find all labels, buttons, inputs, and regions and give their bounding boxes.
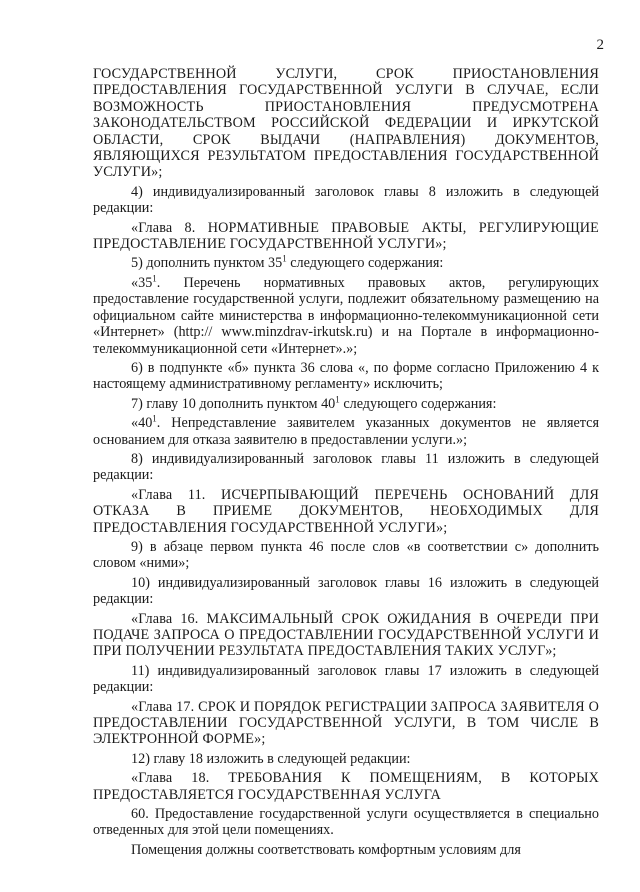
paragraph: 60. Предоставление государственной услуги осуществляется в специально отведенных для этой цели помещениях. <box>93 806 599 839</box>
paragraph-text: . Непредставление заявителем указанных документов не является основанием для отказа заявителю в предоставлении услуги.»; <box>93 415 599 448</box>
paragraph: 11) индивидуализированный заголовок главы 17 изложить в следующей редакции: <box>93 662 599 696</box>
paragraph-text: следующего содержания: <box>286 255 444 272</box>
superscript: 1 <box>152 273 157 284</box>
paragraph: «Глава 16. МАКСИМАЛЬНЫЙ СРОК ОЖИДАНИЯ В ОЧЕРЕДИ ПРИ ПОДАЧЕ ЗАПРОСА О ПРЕДОСТАВЛЕНИИ ГОСУДАРСТВЕННОЙ УСЛУГИ И ПРИ ПОЛУЧЕНИИ РЕЗУЛЬТАТА ПРЕДОСТАВЛЕНИЯ ТАКИХ УСЛУГ»; <box>93 610 599 660</box>
paragraph: 12) главу 18 изложить в следующей редакции: <box>131 750 411 767</box>
paragraph: «Глава 8. НОРМАТИВНЫЕ ПРАВОВЫЕ АКТЫ, РЕГУЛИРУЮЩИЕ ПРЕДОСТАВЛЕНИЕ ГОСУДАРСТВЕННОЙ УСЛУГИ»; <box>93 219 599 253</box>
paragraph-text: 7) главу 10 дополнить пунктом 40 <box>131 395 336 412</box>
page-number: 2 <box>596 37 604 53</box>
paragraph-text: «35 <box>131 274 153 291</box>
paragraph <box>93 393 599 412</box>
paragraph <box>93 275 599 357</box>
paragraph-text: . Перечень нормативных правовых актов, регулирующих предоставление государственной услуги, подлежит обязательному размещению на официальном сайте министерства в информационно-телекоммуникационной сети «Интернет» (http:// www.minzdrav-irkutsk.ru) и на Портале в информационно-телекоммуникационной сети «Интернет».»; <box>93 274 599 357</box>
superscript: 1 <box>282 253 287 264</box>
paragraph: 6) в подпункте «б» пункта 36 слова «, по форме согласно Приложению 4 к настоящему административному регламенту» исключить; <box>93 359 599 393</box>
paragraph: 10) индивидуализированный заголовок главы 16 изложить в следующей редакции: <box>93 574 599 608</box>
paragraph: 9) в абзаце первом пункта 46 после слов «в соответствии с» дополнить словом «ними»; <box>93 538 599 572</box>
paragraph-text: следующего содержания: <box>339 395 497 412</box>
superscript: 1 <box>335 393 340 404</box>
paragraph: «Глава 18. ТРЕБОВАНИЯ К ПОМЕЩЕНИЯМ, В КОТОРЫХ ПРЕДОСТАВЛЯЕТСЯ ГОСУДАРСТВЕННАЯ УСЛУГА <box>93 770 599 803</box>
paragraph-text: 5) дополнить пунктом 35 <box>131 255 283 272</box>
paragraph: ГОСУДАРСТВЕННОЙ УСЛУГИ, СРОК ПРИОСТАНОВЛЕНИЯ ПРЕДОСТАВЛЕНИЯ ГОСУДАРСТВЕННОЙ УСЛУГИ В СЛУЧАЕ, ЕСЛИ ВОЗМОЖНОСТЬ ПРИОСТАНОВЛЕНИЯ ПРЕДУСМОТРЕНА ЗАКОНОДАТЕЛЬСТВОМ РОССИЙСКОЙ ФЕДЕРАЦИИ И ИРКУТСКОЙ ОБЛАСТИ, СРОК ВЫДАЧИ (НАПРАВЛЕНИЯ) ДОКУМЕНТОВ, ЯВЛЯЮЩИХСЯ РЕЗУЛЬТАТОМ ПРЕДОСТАВЛЕНИЯ ГОСУДАРСТВЕННОЙ УСЛУГИ»; <box>93 66 599 181</box>
paragraph: «Глава 11. ИСЧЕРПЫВАЮЩИЙ ПЕРЕЧЕНЬ ОСНОВАНИЙ ДЛЯ ОТКАЗА В ПРИЕМЕ ДОКУМЕНТОВ, НЕОБХОДИМЫХ ДЛЯ ПРЕДОСТАВЛЕНИЯ ГОСУДАРСТВЕННОЙ УСЛУГИ»; <box>93 486 599 536</box>
paragraph: 4) индивидуализированный заголовок главы 8 изложить в следующей редакции: <box>93 183 599 217</box>
paragraph: «Глава 17. СРОК И ПОРЯДОК РЕГИСТРАЦИИ ЗАПРОСА ЗАЯВИТЕЛЯ О ПРЕДОСТАВЛЕНИИ ГОСУДАРСТВЕННОЙ УСЛУГИ, В ТОМ ЧИСЛЕ В ЭЛЕКТРОННОЙ ФОРМЕ»; <box>93 698 599 748</box>
paragraph-text: «40 <box>131 415 153 432</box>
document-body <box>93 66 599 861</box>
paragraph <box>93 255 599 271</box>
paragraph: Помещения должны соответствовать комфортным условиям для <box>131 841 521 858</box>
paragraph <box>93 415 599 448</box>
paragraph: 8) индивидуализированный заголовок главы 11 изложить в следующей редакции: <box>93 450 599 484</box>
superscript: 1 <box>152 413 157 424</box>
